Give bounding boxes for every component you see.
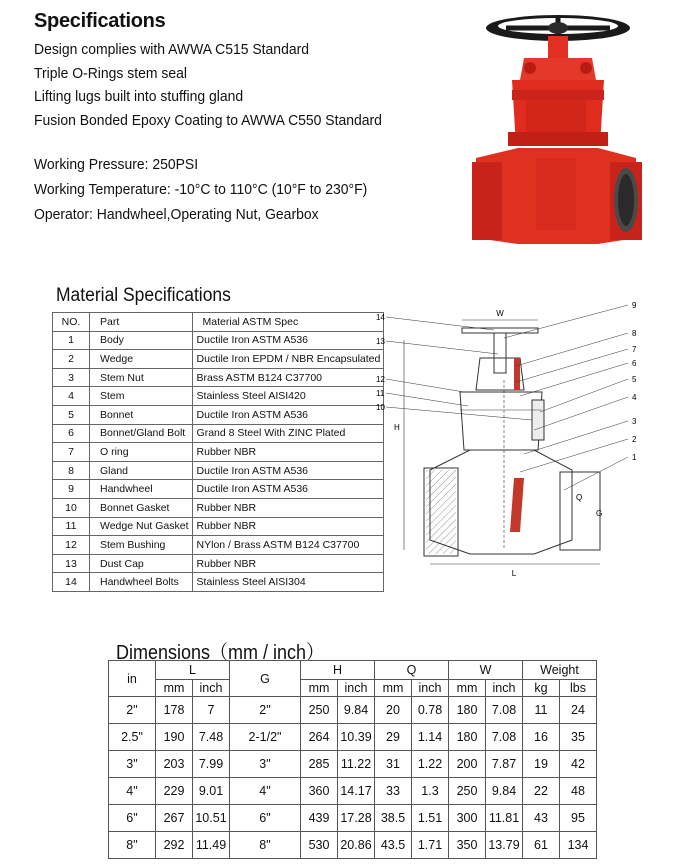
dimension-cell: 7.48 bbox=[193, 724, 230, 751]
dimension-cell: 33 bbox=[375, 778, 412, 805]
feature-item: Lifting lugs built into stuffing gland bbox=[34, 88, 244, 105]
dimension-cell: 24 bbox=[560, 697, 597, 724]
material-cell-no: 12 bbox=[53, 536, 90, 555]
dim-g-label: G bbox=[596, 509, 603, 518]
dimension-cell: 1.14 bbox=[412, 724, 449, 751]
feature-item: Design complies with AWWA C515 Standard bbox=[34, 41, 309, 58]
material-cell-no: 5 bbox=[53, 405, 90, 424]
material-cell-no: 9 bbox=[53, 480, 90, 499]
material-cell-part: Wedge bbox=[90, 350, 193, 369]
dimension-cell: 10.51 bbox=[193, 805, 230, 832]
part-callout-leader bbox=[520, 439, 628, 472]
table-row bbox=[53, 461, 384, 480]
dimension-cell: 61 bbox=[523, 832, 560, 859]
part-callout-leader bbox=[516, 333, 628, 366]
table-row bbox=[53, 443, 384, 462]
dimension-cell: 180 bbox=[449, 724, 486, 751]
header-in: in bbox=[109, 661, 156, 697]
dimension-cell: 178 bbox=[156, 697, 193, 724]
material-cell-part: Bonnet/Gland Bolt bbox=[90, 424, 193, 443]
part-callout-label: 13 bbox=[376, 337, 385, 346]
header-no: NO. bbox=[53, 313, 90, 332]
subheader-cell: mm bbox=[156, 680, 193, 697]
subheader-cell: inch bbox=[193, 680, 230, 697]
dimension-cell: 530 bbox=[301, 832, 338, 859]
dimension-cell: 292 bbox=[156, 832, 193, 859]
dimension-cell: 29 bbox=[375, 724, 412, 751]
dimension-cell: 35 bbox=[560, 724, 597, 751]
part-callout-leader bbox=[386, 393, 468, 406]
dim-q-label: Q bbox=[576, 493, 583, 502]
material-cell-material: Ductile Iron EPDM / NBR Encapsulated bbox=[192, 350, 384, 369]
material-cell-part: Bonnet bbox=[90, 405, 193, 424]
dimension-cell: 229 bbox=[156, 778, 193, 805]
dimension-cell: 190 bbox=[156, 724, 193, 751]
dim-h-label: H bbox=[394, 423, 400, 432]
dimension-cell: 285 bbox=[301, 751, 338, 778]
dimension-cell: 1.22 bbox=[412, 751, 449, 778]
dimension-cell: 0.78 bbox=[412, 697, 449, 724]
dimension-cell: 300 bbox=[449, 805, 486, 832]
material-cell-part: Bonnet Gasket bbox=[90, 498, 193, 517]
dimension-cell: 7.08 bbox=[486, 697, 523, 724]
part-callout-label: 4 bbox=[632, 393, 637, 402]
feature-item: Fusion Bonded Epoxy Coating to AWWA C550 Standard bbox=[34, 111, 382, 129]
material-cell-part: Gland bbox=[90, 461, 193, 480]
part-callout-leader bbox=[504, 305, 628, 338]
dimension-cell: 4" bbox=[230, 778, 301, 805]
material-specifications-title: Material Specifications bbox=[56, 285, 231, 306]
table-row bbox=[53, 405, 384, 424]
subheader-cell: lbs bbox=[560, 680, 597, 697]
material-cell-material: Rubber NBR bbox=[192, 498, 384, 517]
working-temperature: Working Temperature: -10°C to 110°C (10°F to 230°F) bbox=[34, 181, 368, 198]
dimension-cell: 17.28 bbox=[338, 805, 375, 832]
dimension-cell: 9.84 bbox=[338, 697, 375, 724]
part-callout-leader bbox=[386, 317, 494, 330]
header-q: Q bbox=[375, 661, 449, 680]
working-pressure: Working Pressure: 250PSI bbox=[34, 156, 199, 173]
gate-valve-image bbox=[466, 8, 646, 248]
part-callout-label: 7 bbox=[632, 345, 637, 354]
table-row bbox=[109, 724, 597, 751]
material-cell-no: 7 bbox=[53, 443, 90, 462]
material-cell-no: 11 bbox=[53, 517, 90, 536]
dimension-cell: 7 bbox=[193, 697, 230, 724]
dimension-cell: 1.3 bbox=[412, 778, 449, 805]
material-cell-part: Handwheel bbox=[90, 480, 193, 499]
dimension-cell: 31 bbox=[375, 751, 412, 778]
dimension-cell: 11 bbox=[523, 697, 560, 724]
dimension-cell: 1.51 bbox=[412, 805, 449, 832]
part-callout-label: 12 bbox=[376, 375, 385, 384]
material-cell-material: Stainless Steel AISI420 bbox=[192, 387, 384, 406]
part-callout-leader bbox=[564, 457, 628, 490]
header-weight: Weight bbox=[523, 661, 597, 680]
dimension-cell: 48 bbox=[560, 778, 597, 805]
subheader-cell: mm bbox=[449, 680, 486, 697]
dimension-cell: 360 bbox=[301, 778, 338, 805]
part-callout-label: 11 bbox=[376, 389, 385, 398]
dimension-cell: 1.71 bbox=[412, 832, 449, 859]
material-cell-no: 14 bbox=[53, 573, 90, 592]
part-callout-leader bbox=[516, 349, 628, 382]
dimension-cell: 6" bbox=[109, 805, 156, 832]
cross-section-drawing bbox=[364, 300, 664, 580]
header-w: W bbox=[449, 661, 523, 680]
material-cell-part: Dust Cap bbox=[90, 554, 193, 573]
dimension-cell: 20 bbox=[375, 697, 412, 724]
material-cell-material: Stainless Steel AISI304 bbox=[192, 573, 384, 592]
material-cell-no: 13 bbox=[53, 554, 90, 573]
table-row bbox=[53, 368, 384, 387]
table-row bbox=[53, 517, 384, 536]
material-cell-no: 6 bbox=[53, 424, 90, 443]
table-row bbox=[53, 331, 384, 350]
dimension-cell: 19 bbox=[523, 751, 560, 778]
material-cell-part: Handwheel Bolts bbox=[90, 573, 193, 592]
feature-item: Triple O-Rings stem seal bbox=[34, 64, 187, 82]
dimension-cell: 22 bbox=[523, 778, 560, 805]
part-callout-leader bbox=[386, 407, 532, 420]
part-callout-leader bbox=[520, 363, 628, 396]
table-header-row bbox=[53, 313, 384, 332]
material-cell-part: Wedge Nut Gasket bbox=[90, 517, 193, 536]
material-cell-no: 3 bbox=[53, 368, 90, 387]
subheader-cell: inch bbox=[486, 680, 523, 697]
dimension-cell: 3" bbox=[230, 751, 301, 778]
dim-l-label: L bbox=[511, 569, 517, 578]
working-conditions bbox=[34, 152, 392, 227]
material-cell-material: Rubber NBR bbox=[192, 517, 384, 536]
table-subheader-row bbox=[109, 680, 597, 697]
material-cell-material: Ductile Iron ASTM A536 bbox=[192, 480, 384, 499]
subheader-cell: mm bbox=[301, 680, 338, 697]
table-row bbox=[109, 751, 597, 778]
dimension-cell: 439 bbox=[301, 805, 338, 832]
material-cell-no: 2 bbox=[53, 350, 90, 369]
header-part: Part bbox=[90, 313, 193, 332]
material-cell-part: Stem bbox=[90, 387, 193, 406]
subheader-cell: mm bbox=[375, 680, 412, 697]
subheader-cell: kg bbox=[523, 680, 560, 697]
dimension-cell: 264 bbox=[301, 724, 338, 751]
dimension-cell: 250 bbox=[301, 697, 338, 724]
table-header-row bbox=[109, 661, 597, 680]
header-h: H bbox=[301, 661, 375, 680]
material-cell-part: O ring bbox=[90, 443, 193, 462]
dimension-cell: 11.81 bbox=[486, 805, 523, 832]
table-row bbox=[109, 778, 597, 805]
dimension-cell: 43.5 bbox=[375, 832, 412, 859]
dimension-cell: 180 bbox=[449, 697, 486, 724]
material-cell-no: 10 bbox=[53, 498, 90, 517]
material-cell-part: Stem Bushing bbox=[90, 536, 193, 555]
dimension-cell: 350 bbox=[449, 832, 486, 859]
part-callout-leader bbox=[386, 341, 498, 354]
subheader-cell: inch bbox=[338, 680, 375, 697]
part-callout-label: 14 bbox=[376, 313, 385, 322]
header-material: Material ASTM Spec bbox=[192, 313, 384, 332]
dimension-cell: 203 bbox=[156, 751, 193, 778]
dimension-cell: 3" bbox=[109, 751, 156, 778]
operator: Operator: Handwheel,Operating Nut, Gearbox bbox=[34, 206, 319, 223]
dimension-cell: 2" bbox=[109, 697, 156, 724]
dimension-cell: 8" bbox=[109, 832, 156, 859]
dimension-cell: 2" bbox=[230, 697, 301, 724]
part-callout-label: 1 bbox=[632, 453, 637, 462]
material-cell-material: Ductile Iron ASTM A536 bbox=[192, 405, 384, 424]
table-row bbox=[109, 832, 597, 859]
dimension-cell: 6" bbox=[230, 805, 301, 832]
dimension-cell: 8" bbox=[230, 832, 301, 859]
header-g: G bbox=[230, 661, 301, 697]
dimension-cell: 38.5 bbox=[375, 805, 412, 832]
table-row bbox=[53, 350, 384, 369]
table-row bbox=[53, 424, 384, 443]
part-callout-label: 3 bbox=[632, 417, 637, 426]
table-row bbox=[53, 573, 384, 592]
dimension-cell: 2-1/2" bbox=[230, 724, 301, 751]
table-row bbox=[53, 554, 384, 573]
material-cell-material: Grand 8 Steel With ZINC Plated bbox=[192, 424, 384, 443]
feature-list bbox=[34, 38, 408, 132]
material-cell-material: Ductile Iron ASTM A536 bbox=[192, 331, 384, 350]
material-cell-material: Ductile Iron ASTM A536 bbox=[192, 461, 384, 480]
material-cell-part: Stem Nut bbox=[90, 368, 193, 387]
material-cell-material: Rubber NBR bbox=[192, 554, 384, 573]
dimension-cell: 20.86 bbox=[338, 832, 375, 859]
part-callout-label: 9 bbox=[632, 301, 637, 310]
subheader-cell: inch bbox=[412, 680, 449, 697]
table-row bbox=[53, 536, 384, 555]
material-cell-no: 4 bbox=[53, 387, 90, 406]
dimensions-table bbox=[108, 660, 597, 859]
dimension-cell: 42 bbox=[560, 751, 597, 778]
part-callout-leader bbox=[534, 397, 628, 430]
dimension-cell: 134 bbox=[560, 832, 597, 859]
dimension-cell: 2.5" bbox=[109, 724, 156, 751]
dimension-cell: 10.39 bbox=[338, 724, 375, 751]
header-l: L bbox=[156, 661, 230, 680]
dimension-cell: 200 bbox=[449, 751, 486, 778]
material-cell-no: 8 bbox=[53, 461, 90, 480]
material-cell-material: NYlon / Brass ASTM B124 C37700 bbox=[192, 536, 384, 555]
part-callout-leader bbox=[386, 379, 464, 392]
part-callout-leader bbox=[540, 379, 628, 412]
table-row bbox=[109, 697, 597, 724]
dimension-cell: 4" bbox=[109, 778, 156, 805]
dimension-cell: 16 bbox=[523, 724, 560, 751]
table-row bbox=[53, 498, 384, 517]
part-callout-label: 6 bbox=[632, 359, 637, 368]
specifications-heading: Specifications bbox=[34, 10, 166, 32]
dimension-cell: 267 bbox=[156, 805, 193, 832]
dimension-cell: 11.22 bbox=[338, 751, 375, 778]
dimension-cell: 14.17 bbox=[338, 778, 375, 805]
dimension-cell: 7.99 bbox=[193, 751, 230, 778]
dim-w-label: W bbox=[496, 309, 504, 318]
dimensions-title: Dimensions（mm / inch） bbox=[116, 642, 325, 664]
dimension-cell: 9.84 bbox=[486, 778, 523, 805]
material-cell-material: Rubber NBR bbox=[192, 443, 384, 462]
table-row bbox=[53, 480, 384, 499]
dimension-cell: 9.01 bbox=[193, 778, 230, 805]
dimension-cell: 13.79 bbox=[486, 832, 523, 859]
dimension-cell: 7.08 bbox=[486, 724, 523, 751]
dimension-cell: 43 bbox=[523, 805, 560, 832]
dimension-cell: 95 bbox=[560, 805, 597, 832]
material-table bbox=[52, 312, 384, 592]
material-cell-no: 1 bbox=[53, 331, 90, 350]
material-cell-material: Brass ASTM B124 C37700 bbox=[192, 368, 384, 387]
table-row bbox=[53, 387, 384, 406]
dimension-cell: 11.49 bbox=[193, 832, 230, 859]
part-callout-label: 10 bbox=[376, 403, 385, 412]
part-callout-label: 2 bbox=[632, 435, 637, 444]
part-callout-label: 5 bbox=[632, 375, 637, 384]
part-callout-label: 8 bbox=[632, 329, 637, 338]
dimension-cell: 250 bbox=[449, 778, 486, 805]
dimension-cell: 7.87 bbox=[486, 751, 523, 778]
table-row bbox=[109, 805, 597, 832]
material-cell-part: Body bbox=[90, 331, 193, 350]
